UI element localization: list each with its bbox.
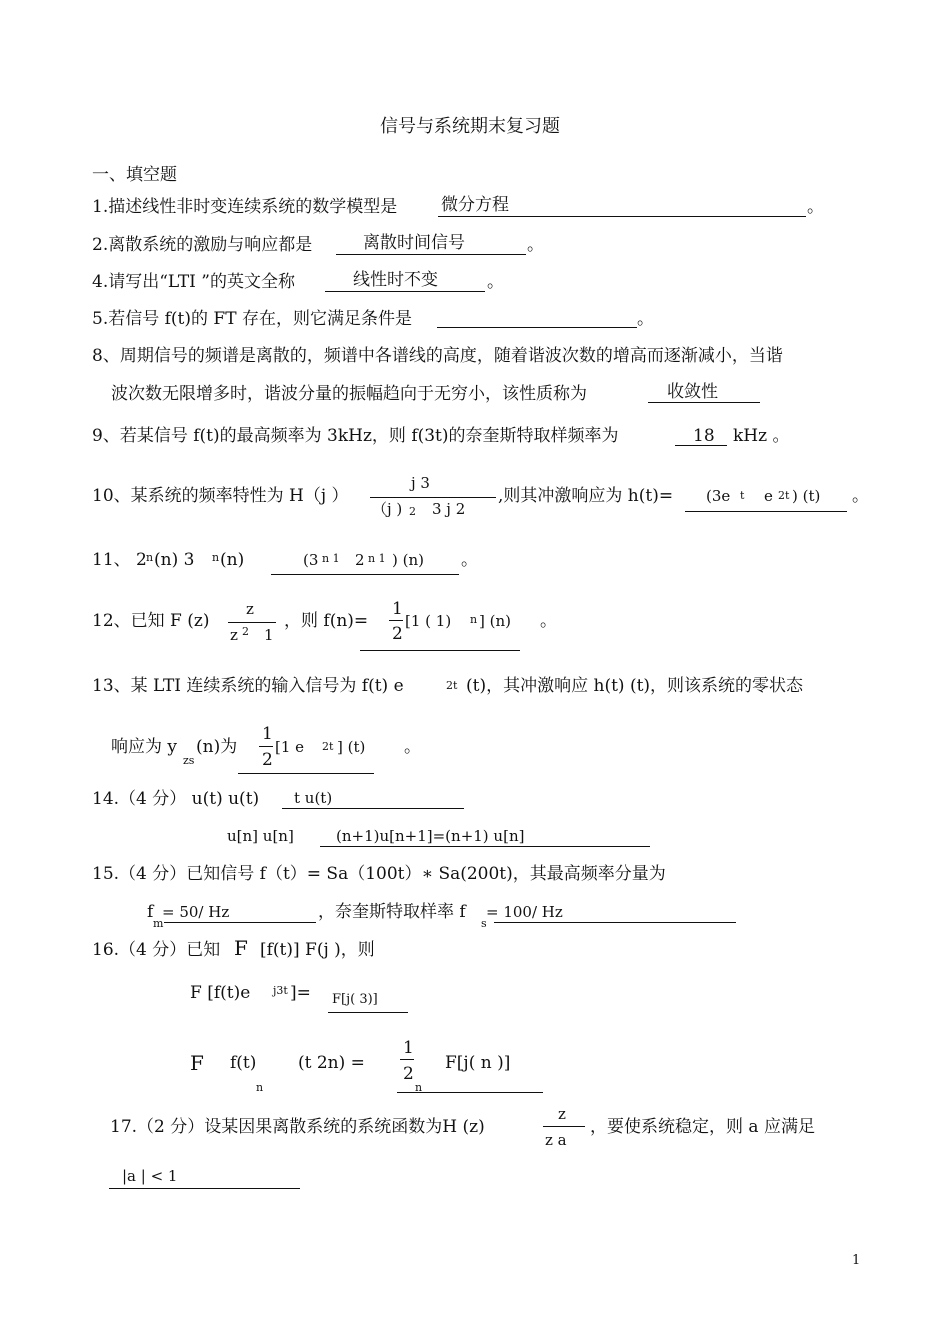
q11-ans-c: ) (n) [392,551,424,569]
q11-lead: 11、 2 [92,550,147,570]
q4-text: 4.请写出“LTI ”的英文全称 [92,272,295,292]
q9-unit: kHz 。 [733,426,790,446]
q15-fm-answer: = 50/ Hz [162,903,230,921]
q16-line1: 16.（4 分）已知 [92,940,221,960]
q12-lead: 12、已知 F (z) [92,611,210,631]
q12-numerator: z [246,600,254,618]
q15-mid: ，奈奎斯特取样率 f [318,902,466,922]
q11-ans-a: (3 [303,551,319,569]
q4-underline [325,291,485,292]
q16-r2-n2: n [415,1081,423,1094]
q4-answer: 线性时不变 [353,270,438,290]
q2-underline [336,254,526,255]
q14-line2: u[n] u[n] [227,827,294,845]
q10-fraction-bar [370,497,496,498]
section-heading: 一、填空题 [92,165,177,185]
q17-mid: ，要使系统稳定，则 a 应满足 [590,1117,815,1137]
q4-end: 。 [487,272,504,292]
q10-numerator: j 3 [411,474,430,492]
q13-line1: 13、某 LTI 连续系统的输入信号为 f(t) e [92,676,404,696]
q2-end: 。 [527,235,544,255]
q12-ans: [1 ( 1) [405,612,452,630]
q12-mid: ，则 f(n)= [284,611,369,631]
q16-r1-sup: j3t [273,984,288,997]
q10-ans-2t: 2t [778,489,790,502]
q13-half-num: 1 [262,724,273,744]
q13-ans-b: ] (t) [337,738,366,756]
q16-r1a: F [f(t)e [190,983,251,1003]
q13-ans: [1 e [275,738,305,756]
q16-r2-den: 2 [403,1064,414,1084]
q8-line2: 波次数无限增多时，谐波分量的振幅趋向于无穷小，该性质称为 [111,384,587,404]
q13-underline [238,773,374,774]
q13-line2b: (n)为 [196,737,238,757]
q16-r1-underline [328,1012,408,1013]
q10-ans-b: e [764,487,773,505]
q13-half-den: 2 [262,750,273,770]
q13-sub: zs [183,754,195,767]
q16-r2c: (t 2n) = [298,1053,365,1073]
q12-half-den: 2 [392,624,403,644]
q10-ans-a: (3e [706,487,731,505]
q10-denominator: （j ) [372,500,403,518]
q8-line1: 8、周期信号的频谱是离散的，频谱中各谱线的高度，随着谐波次数的增高而逐渐减小，当谐 [92,346,783,366]
q12-denominator: z [230,626,238,644]
q16-line1b: [f(t)] F(j )，则 [260,940,375,960]
q8-underline [648,402,760,403]
q12-half-num: 1 [392,599,403,619]
q9-answer: 18 [693,426,715,446]
q16-r2-bar [400,1059,414,1060]
q17-fraction-bar [543,1126,585,1127]
q13-sup: 2t [446,679,458,692]
q14-line1: 14.（4 分） u(t) u(t) [92,789,260,809]
q16-r2-num: 1 [403,1038,414,1058]
q12-ans-sup: n [470,613,478,626]
q10-den-rest: 3 j 2 [432,500,466,518]
q17-answer: |a | < 1 [122,1167,178,1185]
q17-numerator: z [558,1105,566,1123]
q2-answer: 离散时间信号 [363,233,465,253]
q13-half-bar [259,746,273,747]
q11-n1: n [146,551,154,564]
q8-answer: 收敛性 [667,382,718,402]
q13-end: 。 [404,737,421,757]
q5-underline [437,327,637,328]
q11-underline [271,574,459,575]
q16-F: F [234,936,248,960]
q15-fm-underline [164,922,316,923]
q16-r1-answer: F[j( 3)] [332,992,378,1007]
q10-mid: ,则其冲激响应为 h(t)= [498,486,674,506]
q1-underline [438,216,806,217]
page-number: 1 [852,1253,861,1268]
q13-ans-sup: 2t [322,740,334,753]
q14-underline-1 [282,808,464,809]
q12-ans-b: ] (n) [479,612,511,630]
q1-text: 1.描述线性非时变连续系统的数学模型是 [92,197,398,217]
q16-r2-underline [397,1092,543,1093]
q15-fs-underline [494,922,736,923]
q9-text: 9、若某信号 f(t)的最高频率为 3kHz，则 f(3t)的奈奎斯特取样频率为 [92,426,619,446]
q15-line1: 15.（4 分）已知信号 f（t）= Sa（100t）∗ Sa(200t)，其最高频率分量为 [92,864,666,884]
q12-den-sup: 2 [242,625,249,638]
q11-a: (n) 3 [154,550,195,570]
q11-n2: n [212,551,220,564]
q1-answer: 微分方程 [441,195,509,215]
q16-r2-n: n [256,1081,264,1094]
q17-denominator: z a [545,1131,567,1149]
q15-fm-sub: m [153,917,164,930]
q16-r2a: F [190,1051,204,1075]
q16-r2b: f(t) [230,1053,257,1073]
q14-answer-1: t u(t) [294,789,333,807]
q12-fraction-bar [228,622,276,623]
q11-ans-s1: n 1 [322,552,340,565]
q11-end: 。 [461,550,478,570]
q17-underline [109,1188,300,1189]
q12-end: 。 [540,611,557,631]
page-title: 信号与系统期末复习题 [380,116,560,137]
q17-text: 17.（2 分）设某因果离散系统的系统函数为H (z) [110,1117,485,1137]
q5-end: 。 [637,309,654,329]
q12-den-rest: 1 [264,626,274,644]
q9-underline [675,445,727,446]
q12-half-bar [389,620,403,621]
q10-ans-c: ) (t) [792,487,821,505]
q10-den-sup: 2 [409,505,416,518]
q1-end: 。 [807,197,824,217]
q10-text: 10、某系统的频率特性为 H（j ） [92,486,349,506]
q10-underline [685,511,847,512]
q15-fm: f [147,902,154,922]
q2-text: 2.离散系统的激励与响应都是 [92,235,313,255]
q14-underline-2 [320,846,650,847]
q10-end: 。 [852,486,869,506]
q11-b: (n) [220,550,245,570]
q10-ans-t: t [740,489,745,502]
q16-r1b: ]= [290,983,311,1003]
q13-line1b: (t)，其冲激响应 h(t) (t)，则该系统的零状态 [466,676,804,696]
q15-fs-answer: = 100/ Hz [486,903,563,921]
q13-line2: 响应为 y [111,737,178,757]
q11-ans-s2: n 1 [368,552,386,565]
q5-text: 5.若信号 f(t)的 FT 存在，则它满足条件是 [92,309,412,329]
q12-underline [360,650,520,651]
q11-ans-b: 2 [355,551,365,569]
q16-r2-answer: F[j( n )] [445,1053,511,1073]
q14-answer-2: (n+1)u[n+1]=(n+1) u[n] [336,827,525,845]
q15-fs-sub: s [481,917,487,930]
